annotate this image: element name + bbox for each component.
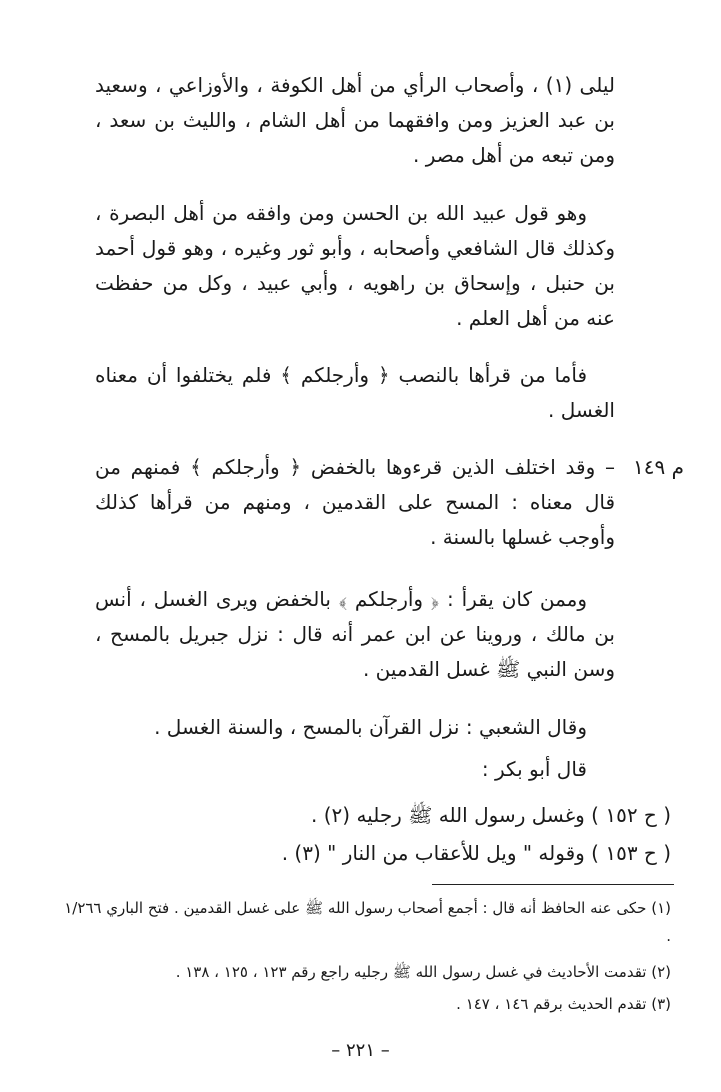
hadith-153: ( ح ١٥٣ ) وقوله " ويل للأعقاب من النار " (٣) .	[281, 841, 671, 865]
footnote-1: (١) حكى عنه الحافظ أنه قال : أجمع أصحاب رسول الله ﷺ على غسل القدمين . فتح الباري ١/٢٦٦ .	[64, 899, 671, 945]
hadith-152: ( ح ١٥٢ ) وغسل رسول الله ﷺ رجليه (٢) .	[311, 803, 671, 827]
footnote-2: (٢) تقدمت الأحاديث في غسل رسول الله ﷺ رجليه راجع رقم ١٢٣ ، ١٢٥ ، ١٣٨ .	[175, 963, 671, 981]
footnote-separator	[432, 884, 674, 885]
paragraph-abu-bakr: قال أبو بكر :	[481, 757, 587, 781]
paragraph-anas-ibn-umar: وممن كان يقرأ : ﴿ وأرجلكم ﴾ بالخفض ويرى الغسل ، أنس بن مالك ، وروينا عن ابن عمر أنه قال : نزل جبريل بالمسح ، وسن النبي ﷺ غسل القدمين .	[95, 587, 615, 681]
paragraph-nasb-reading: فأما من قرأها بالنصب ﴿ وأرجلكم ﴾ فلم يختلفوا أن معناه الغسل .	[95, 363, 615, 422]
page-number: – ٢٢١ –	[331, 1040, 390, 1061]
paragraph-continuation: ليلى (١) ، وأصحاب الرأي من أهل الكوفة ، والأوزاعي ، وسعيد بن عبد العزيز ومن وافقهما من أهل الشام ، والليث بن سعد ، ومن تبعه من أهل مصر .	[95, 73, 615, 167]
footnote-3: (٣) تقدم الحديث برقم ١٤٦ ، ١٤٧ .	[456, 995, 671, 1013]
paragraph-shabi: وقال الشعبي : نزل القرآن بالمسح ، والسنة الغسل .	[154, 715, 587, 739]
paragraph-basra-scholars: وهو قول عبيد الله بن الحسن ومن وافقه من أهل البصرة ، وكذلك قال الشافعي وأصحابه ، وأبو ثور وغيره ، وهو قول أحمد بن حنبل ، وإسحاق بن راهويه ، وأبي عبيد ، وكل من حفظت عنه من أهل العلم .	[95, 201, 615, 330]
section-marker: م ١٤٩	[633, 455, 684, 479]
paragraph-khafd-reading: – وقد اختلف الذين قرءوها بالخفض ﴿ وأرجلكم ﴾ فمنهم من قال معناه : المسح على القدمين ، ومنهم من قرأها كذلك وأوجب غسلها بالسنة .	[95, 455, 615, 549]
